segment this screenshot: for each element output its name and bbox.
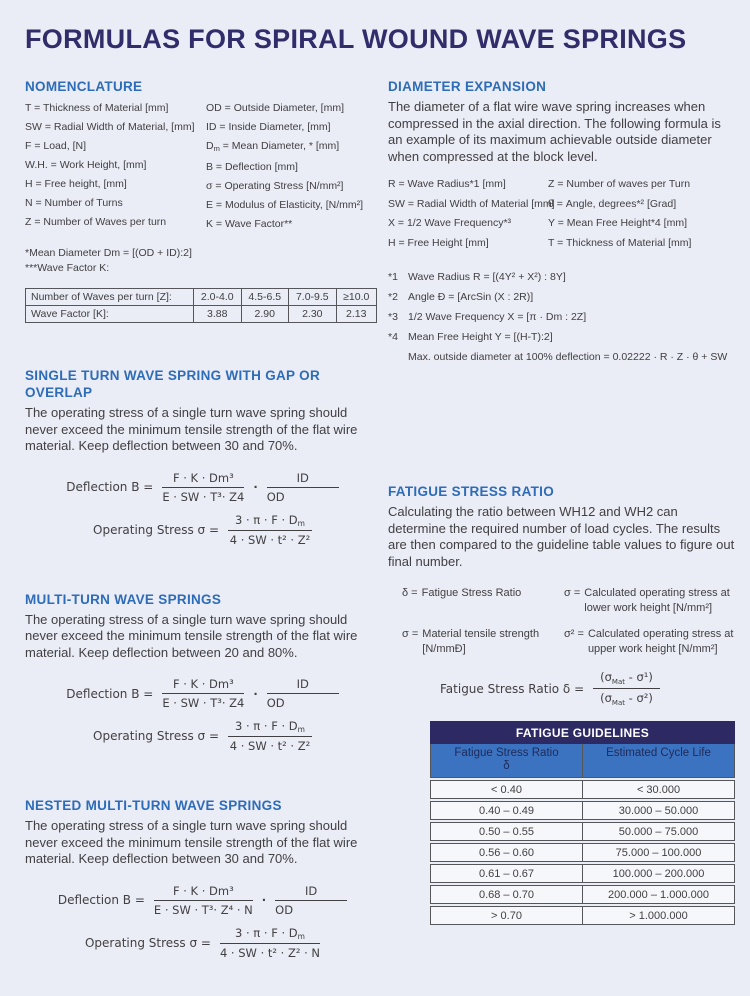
var-item: Y = Mean Free Height*4 [mm] (548, 217, 687, 229)
nomen-item: F = Load, [N] (25, 140, 86, 152)
var-item: Z = Number of waves per Turn (548, 178, 691, 190)
operating-stress-formula (25, 719, 380, 753)
diameter-notes (388, 271, 735, 363)
section-paragraph: The operating stress of a single turn wave spring should never exceed the minimum tensile strength of the flat wire material. Keep deflection between 30 and 70%. (25, 818, 358, 866)
note-line: *3 1/2 Wave Frequency X = [π · Dm : 2Z] (388, 311, 587, 323)
formula-label: Fatigue Stress Ratio δ = (440, 681, 585, 696)
table-row (430, 780, 735, 799)
page-title: FORMULAS FOR SPIRAL WOUND WAVE SPRINGS (25, 24, 687, 54)
formula-label: Deflection B = (66, 480, 154, 494)
table-cell: Number of Waves per turn [Z]: (26, 289, 194, 306)
table-cell: > 0.70 (491, 909, 522, 922)
var-item: X = 1/2 Wave Frequency*³ (388, 217, 512, 229)
table-cell: 100.000 – 200.000 (582, 865, 734, 882)
table-cell: 0.61 – 0.67 (478, 867, 535, 880)
section-paragraph: The operating stress of a single turn wave spring should never exceed the minimum tensile strength of the flat wire material. Keep deflection between 20 and 80%. (25, 611, 358, 660)
table-cell: > 1.000.000 (582, 907, 734, 924)
table-row (430, 843, 735, 862)
deflection-formula (25, 471, 380, 504)
multiply-dot: · (253, 686, 258, 701)
fraction: $\frac{\text{F · K · Dm³}}{\text{E · SW · T³· Z⁴ · N}}$ (153, 883, 253, 917)
table-cell: Wave Factor [K]: (26, 306, 194, 323)
nomen-item: K = Wave Factor** (206, 218, 293, 230)
table-cell: 2.90 (241, 306, 289, 323)
fatigue-vars (402, 586, 735, 656)
table-cell: < 30.000 (582, 781, 734, 798)
var-item: H = Free Height [mm] (388, 236, 489, 249)
fraction: $\frac{ID}{OD}$ (267, 677, 339, 710)
table-header-cell: Fatigue Stress Ratio δ (454, 747, 559, 772)
table-cell: 75.000 – 100.000 (582, 844, 734, 861)
fraction: $\frac{3 \cdot \pi \cdot F \cdot D_m}{\text{4 · SW · t² · Z²}}$ (229, 512, 311, 547)
fraction: $\frac{ID}{OD}$ (267, 471, 339, 504)
table-cell: 0.68 – 0.70 (478, 888, 535, 901)
nomen-item: H = Free height, [mm] (25, 178, 127, 190)
table-row (430, 864, 735, 883)
table-header-cell: Estimated Cycle Life (582, 744, 734, 777)
nomen-item: W.H. = Work Height, [mm] (25, 159, 147, 171)
nomenclature-left (25, 99, 206, 234)
var-item: σ = Material tensile strength [N/mmÐ] (402, 628, 540, 655)
left-column (25, 78, 380, 960)
table-row (430, 885, 735, 904)
nomen-item: Z = Number of Waves per turn (25, 216, 167, 228)
diameter-vars-left (388, 175, 555, 253)
fraction: $\frac{\text{F · K · Dm³}}{\text{E · SW · T³· Z4}}$ (162, 470, 245, 504)
var-item: θ = Angle, degrees*² [Grad] (548, 197, 677, 210)
formula-label: Deflection B = (57, 893, 145, 907)
max-diameter-line: Max. outside diameter at 100% deflection = 0.02222 · R · Z · θ + SW (408, 351, 728, 363)
nomen-item: B = Deflection [mm] (206, 161, 298, 173)
table-row (26, 306, 377, 323)
formula-label: Operating Stress σ = (93, 522, 220, 537)
diameter-expansion-paragraph: The diameter of a flat wire wave spring increases when compressed in the axial direction. The following formula is an example of its maximum achievable outside diameter when compressed at the block level. (388, 99, 721, 164)
deflection-formula (25, 884, 380, 917)
table-cell: 0.50 – 0.55 (478, 825, 535, 838)
table-cell: ≥10.0 (336, 289, 376, 306)
deflection-formula (25, 677, 380, 710)
table-cell: 3.88 (194, 306, 242, 323)
table-cell: 7.0-9.5 (289, 289, 337, 306)
fraction: $\frac{3 \cdot \pi \cdot F \cdot D_m}{\text{4 · SW · t² · Z² · N}}$ (219, 925, 321, 960)
table-cell: 2.30 (289, 306, 337, 323)
var-item: R = Wave Radius*1 [mm] (388, 178, 506, 190)
var-item: δ = Fatigue Stress Ratio (402, 587, 522, 599)
wave-factor-table (25, 288, 377, 323)
diameter-expansion-heading: DIAMETER EXPANSION (388, 79, 547, 94)
note-line: *2 Angle Ð = [ArcSin (X : 2R)] (388, 291, 534, 303)
formula-label: Deflection B = (66, 686, 154, 701)
multiply-dot: · (261, 893, 267, 907)
operating-stress-formula (25, 926, 380, 960)
nomen-item: N = Number of Turns (25, 197, 123, 209)
table-row (430, 906, 735, 925)
footnote-wave-factor: ***Wave Factor K: (25, 262, 110, 274)
table-cell: 4.5-6.5 (241, 289, 289, 306)
fatigue-ratio-formula (388, 670, 735, 707)
fatigue-guidelines-table (430, 721, 735, 925)
formula-label: Operating Stress σ = (93, 729, 220, 743)
nomenclature-footnotes (25, 246, 380, 276)
right-column (388, 78, 735, 925)
fraction: $\frac{(\sigma_{Mat} - \sigma^1)}{(\sigma_{Mat} - \sigma^2)}$ (593, 670, 660, 707)
nomen-item: OD = Outside Diameter, [mm] (206, 102, 344, 114)
table-header-row (430, 744, 735, 778)
section-paragraph: The operating stress of a single turn wave spring should never exceed the minimum tensile strength of the flat wire material. Keep deflection between 30 and 70%. (25, 405, 358, 453)
table-row (430, 822, 735, 841)
var-item: T = Thickness of Material [mm] (548, 236, 692, 249)
operating-stress-formula (25, 513, 380, 547)
nomenclature-heading: NOMENCLATURE (25, 79, 143, 94)
fatigue-paragraph: Calculating the ratio between WH12 and WH2 can determine the required number of load cycles. The results are then compared to the guideline table values to figure out final number. (388, 504, 735, 569)
table-title: FATIGUE GUIDELINES (430, 721, 735, 744)
nomenclature-right (206, 99, 380, 234)
nomen-item: σ = Operating Stress [N/mm²] (206, 180, 344, 192)
section-heading: NESTED MULTI-TURN WAVE SPRINGS (25, 798, 282, 813)
fraction: $\frac{\text{F · K · Dm³}}{\text{E · SW · T³· Z4}}$ (162, 677, 245, 710)
var-item: σ² = Calculated operating stress at upper work height [N/mm²] (564, 628, 734, 655)
table-cell: 0.40 – 0.49 (478, 804, 535, 817)
table-cell: 0.56 – 0.60 (478, 846, 535, 859)
fraction: $\frac{3 \cdot \pi \cdot F \cdot D_m}{\text{4 · SW · t² · Z²}}$ (229, 719, 311, 753)
nomen-item: E = Modulus of Elasticity, [N/mm²] (206, 199, 364, 211)
section-heading: SINGLE TURN WAVE SPRING WITH GAP OR OVERLAP (25, 368, 321, 400)
diameter-vars-right (548, 175, 691, 253)
nomen-item: ID = Inside Diameter, [mm] (206, 121, 331, 133)
var-item: SW = Radial Width of Material [mm] (388, 197, 555, 210)
section-single-turn (25, 367, 380, 547)
section-nested-multi-turn (25, 797, 380, 960)
section-heading: MULTI-TURN WAVE SPRINGS (25, 591, 222, 607)
footnote-mean-diameter: *Mean Diameter Dm = [(OD + ID):2] (25, 247, 192, 259)
table-cell: 50.000 – 75.000 (582, 823, 734, 840)
diameter-vars (388, 175, 735, 253)
fatigue-stress-ratio-section (388, 483, 735, 925)
note-line: *4 Mean Free Height Y = [(H-T):2] (388, 331, 553, 343)
var-item: σ = Calculated operating stress at lower work height [N/mm²] (564, 587, 730, 614)
fatigue-heading: FATIGUE STRESS RATIO (388, 484, 555, 499)
nomen-item: SW = Radial Width of Material, [mm] (25, 121, 195, 133)
table-cell: 200.000 – 1.000.000 (582, 886, 734, 903)
formula-label: Operating Stress σ = (84, 935, 211, 950)
multiply-dot: · (253, 480, 258, 494)
note-line: *1 Wave Radius R = [(4Y² + X²) : 8Y] (388, 271, 566, 283)
nomenclature-list (25, 99, 380, 234)
table-row (430, 801, 735, 820)
section-multi-turn (25, 591, 380, 754)
table-cell: < 0.40 (491, 783, 522, 796)
table-row (26, 289, 377, 306)
nomen-item: T = Thickness of Material [mm] (25, 102, 169, 114)
table-cell: 2.13 (336, 306, 376, 323)
table-cell: 2.0-4.0 (194, 289, 242, 306)
nomen-item: $D_m$ = Mean Diameter, * [mm] (206, 140, 340, 153)
fraction: $\frac{ID}{OD}$ (275, 884, 347, 917)
table-cell: 30.000 – 50.000 (582, 802, 734, 819)
